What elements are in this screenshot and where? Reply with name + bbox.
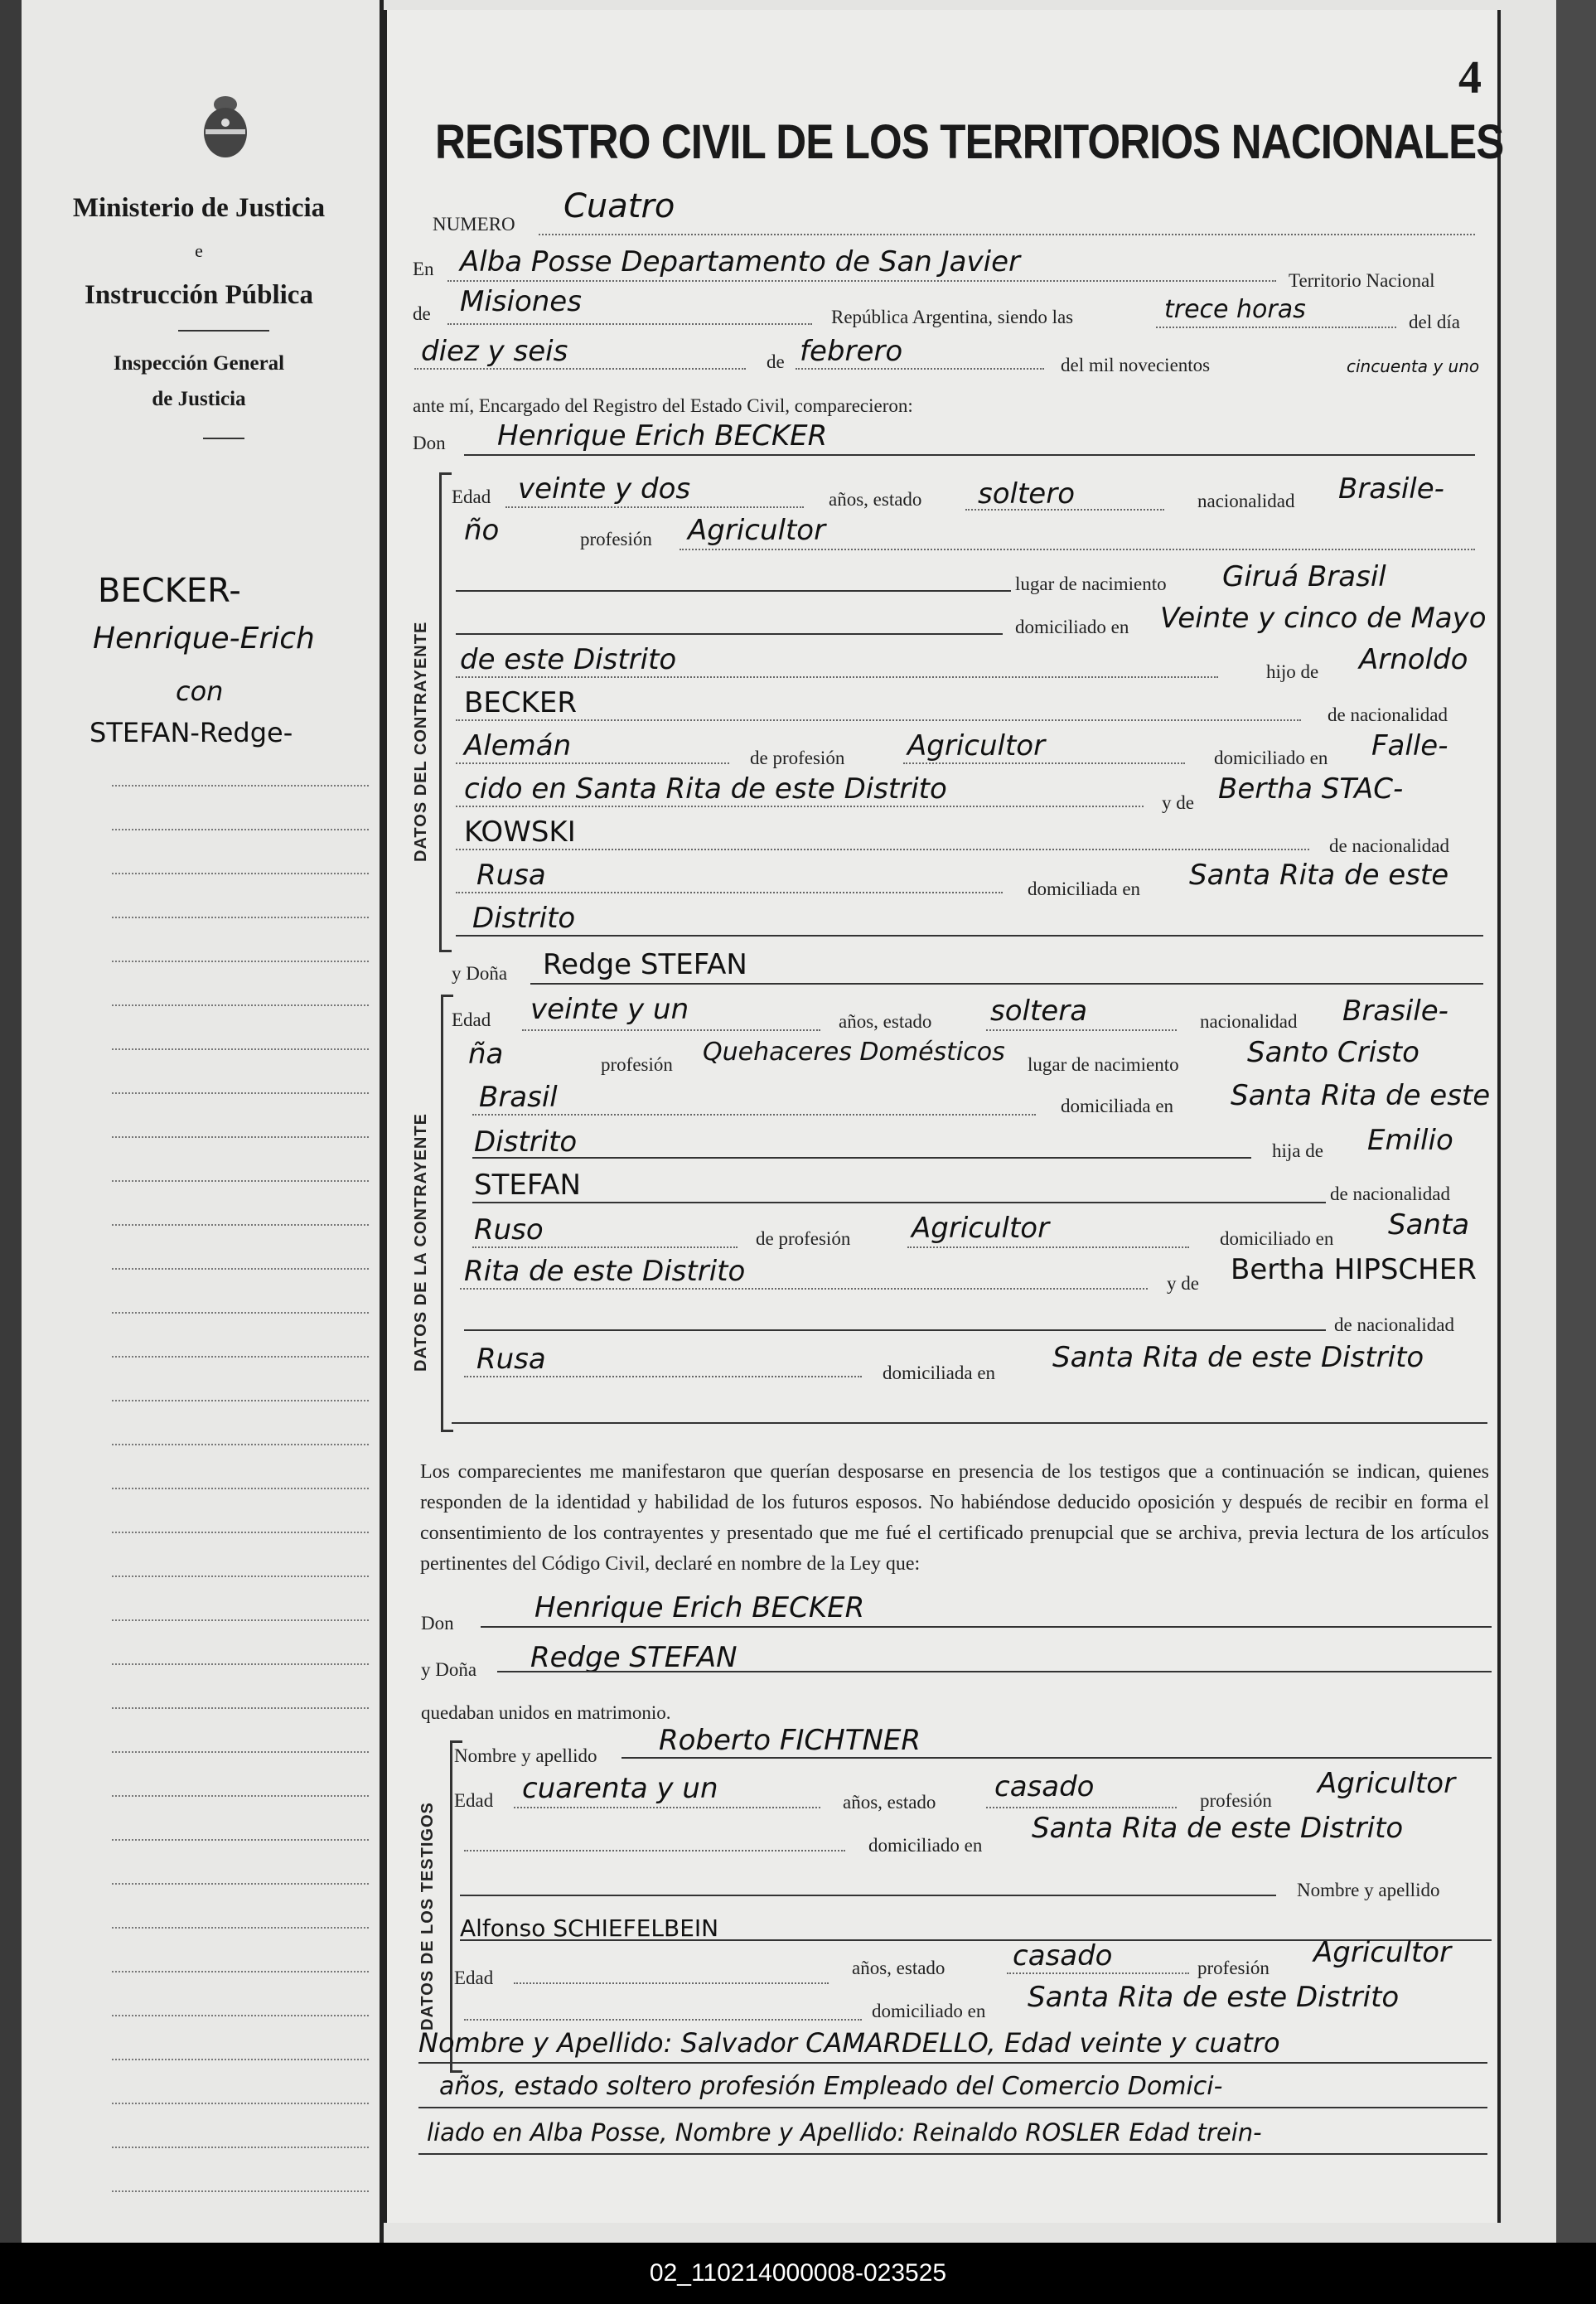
- nacionalidad-label: nacionalidad: [1200, 1011, 1298, 1032]
- fill-line: [456, 762, 729, 764]
- padre-dom-value-cont: Rita de este Distrito: [464, 1255, 746, 1288]
- fill-line: [456, 719, 1301, 721]
- union-dona-label: y Doña: [421, 1659, 477, 1680]
- edad2-label: Edad: [454, 1968, 494, 1988]
- de-prof-label: de profesión: [750, 748, 845, 768]
- lugar-value-cont: Brasil: [479, 1081, 558, 1114]
- de-nac-label: de nacionalidad: [1330, 1183, 1450, 1204]
- testigo1-estado: casado: [994, 1770, 1095, 1803]
- padre-value-cont: STEFAN: [474, 1169, 581, 1202]
- fill-line: [530, 983, 1483, 985]
- madre-nac-value: Rusa: [476, 1343, 546, 1376]
- padre-dom-value: Falle-: [1371, 729, 1448, 762]
- nacionalidad-value-cont: ña: [468, 1038, 504, 1071]
- fill-line: [447, 323, 812, 325]
- hija-label: hija de: [1272, 1140, 1323, 1161]
- fill-line: [903, 762, 1185, 764]
- de-nac2-label: de nacionalidad: [1329, 835, 1449, 856]
- union-don-value: Henrique Erich BECKER: [534, 1591, 865, 1624]
- margin-rule: [112, 1619, 369, 1621]
- margin-rule: [112, 1532, 369, 1533]
- image-id-footer: 02_110214000008-023525: [0, 2243, 1596, 2304]
- fill-line: [472, 1114, 1036, 1116]
- margin-note-line1: BECKER-: [98, 572, 241, 610]
- fill-line: [456, 849, 1309, 850]
- numero-value: Cuatro: [563, 187, 675, 225]
- fill-line: [1156, 327, 1396, 328]
- fill-line: [472, 1246, 738, 1248]
- padre-prof-value: Agricultor: [907, 729, 1046, 762]
- fill-line: [456, 935, 1483, 937]
- anos-label: años, estado: [839, 1011, 932, 1032]
- fill-line: [481, 1626, 1492, 1628]
- padre-value: Arnoldo: [1359, 643, 1468, 676]
- fill-line: [414, 368, 746, 370]
- fill-line: [680, 549, 1475, 550]
- left-margin-panel: [22, 0, 384, 2243]
- padre-value: Emilio: [1367, 1124, 1453, 1157]
- lugar-label: lugar de nacimiento: [1015, 574, 1167, 594]
- fill-line: [447, 280, 1276, 282]
- fill-line: [464, 1376, 862, 1377]
- fill-line: [796, 368, 1044, 370]
- estado-value: soltera: [990, 995, 1088, 1028]
- margin-rule: [112, 1048, 369, 1050]
- fill-line: [965, 509, 1164, 511]
- testigo2-domicilio: Santa Rita de este Distrito: [1028, 1981, 1400, 2014]
- fill-line: [514, 1982, 829, 1984]
- extra-line-1: Nombre y Apellido: Salvador CAMARDELLO, Edad veinte y cuatro: [418, 2027, 1280, 2059]
- margin-rule: [112, 1971, 369, 1972]
- anos-label: años, estado: [829, 489, 922, 510]
- margin-rule: [112, 1092, 369, 1094]
- padre-value-cont: BECKER: [464, 686, 577, 719]
- section-bracket: [439, 472, 452, 952]
- domiciliado-label: domiciliado en: [1015, 617, 1129, 637]
- fill-line: [621, 1757, 1492, 1759]
- fill-line: [472, 1157, 1251, 1159]
- quedaban-text: quedaban unidos en matrimonio.: [421, 1702, 671, 1723]
- domicilio-value-cont: de este Distrito: [460, 643, 677, 676]
- nombre-label: Nombre y apellido: [454, 1745, 597, 1766]
- fill-line: [522, 1029, 820, 1031]
- mes-value: febrero: [800, 335, 903, 368]
- domiciliado2-label: domiciliado en: [872, 2001, 986, 2021]
- profesion-value: Agricultor: [688, 514, 826, 547]
- margin-rule: [112, 1795, 369, 1797]
- del-dia-label: del día: [1409, 312, 1460, 332]
- nacionalidad-value: Brasile-: [1342, 995, 1448, 1028]
- en-label: En: [413, 259, 434, 279]
- margin-rule: [112, 2103, 369, 2104]
- contrayenta-side-label: DATOS DE LA CONTRAYENTE: [412, 1113, 430, 1372]
- edad-value: veinte y dos: [518, 472, 691, 506]
- fill-line: [986, 1029, 1177, 1031]
- page-number: 4: [1458, 52, 1482, 104]
- margin-rule: [112, 1004, 369, 1006]
- domicilio-value: Veinte y cinco de Mayo: [1160, 602, 1487, 635]
- madre-dom-value: Santa Rita de este Distrito: [1052, 1341, 1424, 1374]
- madre-value: Bertha STAC-: [1218, 772, 1404, 806]
- fill-line: [456, 676, 1218, 678]
- padre-nac-value: Alemán: [464, 729, 572, 762]
- fill-line: [907, 1246, 1189, 1248]
- domiciliada-label: domiciliada en: [1061, 1096, 1174, 1116]
- domicilio-value: Santa Rita de este: [1231, 1079, 1491, 1112]
- madre-dom-value: Santa Rita de este: [1189, 859, 1449, 892]
- republica-label: República Argentina, siendo las: [831, 307, 1074, 327]
- inspection-line1: Inspección General: [113, 352, 285, 375]
- dia-value: diez y seis: [421, 335, 568, 368]
- margin-rule: [112, 873, 369, 874]
- fill-line: [472, 1202, 1326, 1203]
- fill-line: [418, 2062, 1487, 2064]
- domiciliado-label: domiciliado en: [868, 1835, 983, 1856]
- nacionalidad-value: Brasile-: [1338, 472, 1444, 506]
- margin-note-line4: STEFAN-Redge-: [89, 717, 293, 748]
- fill-line: [464, 2019, 862, 2021]
- profesion-label: profesión: [580, 529, 652, 549]
- y-de-label: y de: [1167, 1273, 1199, 1294]
- domiciliada-label: domiciliada en: [1028, 879, 1141, 899]
- fill-line: [452, 1422, 1487, 1424]
- dom-en-label: domiciliado en: [1220, 1228, 1334, 1249]
- mil-label: del mil novecientos: [1061, 355, 1211, 375]
- fill-line: [418, 2153, 1487, 2155]
- fill-line: [456, 590, 1011, 592]
- margin-rule: [112, 2059, 369, 2060]
- margin-rule: [112, 961, 369, 962]
- de-nac-label: de nacionalidad: [1328, 704, 1448, 725]
- numero-label: NUMERO: [433, 214, 515, 235]
- margin-rule: [112, 2190, 369, 2192]
- union-don-label: Don: [421, 1613, 454, 1634]
- margin-rule: [112, 2015, 369, 2016]
- inspection-line2: de Justicia: [152, 388, 246, 410]
- ministry-line1: Ministerio de Justicia: [72, 193, 326, 223]
- margin-note-line3: con: [176, 675, 224, 707]
- fill-line: [464, 454, 1475, 456]
- margin-rule: [112, 917, 369, 918]
- dona-label: y Doña: [452, 963, 508, 984]
- profesion-label: profesión: [601, 1054, 673, 1075]
- padre-dom-value: Santa: [1388, 1208, 1470, 1242]
- hora-value: trece horas: [1164, 295, 1306, 324]
- testigo1-nombre: Roberto FICHTNER: [659, 1724, 921, 1757]
- margin-rule: [112, 1751, 369, 1753]
- lugar-label: lugar de nacimiento: [1028, 1054, 1179, 1075]
- margin-rule: [112, 1839, 369, 1841]
- ministry-line3: Instrucción Pública: [85, 280, 313, 310]
- contrayente-side-label: DATOS DEL CONTRAYENTE: [412, 621, 430, 862]
- margin-rule: [112, 1444, 369, 1445]
- margin-rule: [112, 1356, 369, 1358]
- madre-dom-value-cont: Distrito: [472, 902, 576, 935]
- declaration-paragraph: Los comparecientes me manifestaron que querían desposarse en presencia de los testigos que a continuación se indican, quienes responden de la identidad y habilidad de los futuros esposos. No habiéndose deducido oposición y después de recibir en forma el consentimiento de los contrayentes y presentado que me fué el certificado prenupcial que se archiva, previa lectura de los artículos pertinentes del Código Civil, declaré en nombre de la Ley que:: [420, 1461, 1489, 1575]
- edad-label: Edad: [452, 1009, 491, 1030]
- margin-rule: [112, 1663, 369, 1665]
- margin-rule: [112, 1576, 369, 1577]
- testigo2-estado: casado: [1013, 1939, 1113, 1972]
- fill-line: [456, 892, 1003, 893]
- lugar-value: Giruá Brasil: [1222, 560, 1386, 593]
- fill-line: [539, 234, 1475, 235]
- don-label: Don: [413, 433, 446, 453]
- madre-nac-value: Rusa: [476, 859, 546, 892]
- margin-rule: [112, 1136, 369, 1138]
- lugar-value: Santo Cristo: [1247, 1036, 1419, 1069]
- y-de-label: y de: [1162, 792, 1194, 813]
- nombre2-label: Nombre y apellido: [1297, 1880, 1440, 1900]
- margin-rule: [112, 1224, 369, 1226]
- section-bracket: [441, 995, 453, 1432]
- coat-of-arms-icon: [201, 93, 249, 159]
- fill-line: [986, 1807, 1177, 1808]
- padre-prof-value: Agricultor: [912, 1212, 1050, 1245]
- profesion-value: Quehaceres Domésticos: [703, 1038, 1005, 1067]
- anos2-label: años, estado: [852, 1958, 946, 1978]
- margin-rule: [112, 1883, 369, 1885]
- fill-line: [460, 1288, 1148, 1290]
- fill-line: [1007, 1972, 1189, 1974]
- fill-line: [497, 1671, 1492, 1672]
- territorio-label: Territorio Nacional: [1289, 270, 1435, 291]
- margin-rule: [112, 2147, 369, 2148]
- margin-rule: [112, 829, 369, 830]
- extra-line-2: años, estado soltero profesión Empleado del Comercio Domici-: [439, 2072, 1223, 2101]
- testigo1-domicilio: Santa Rita de este Distrito: [1032, 1812, 1404, 1845]
- fill-line: [505, 506, 804, 508]
- fill-line: [460, 1895, 1276, 1896]
- divider: [178, 330, 269, 332]
- anos-label: años, estado: [843, 1792, 936, 1813]
- fill-line: [418, 2107, 1487, 2108]
- de-value: Misiones: [460, 285, 582, 318]
- nacionalidad-value-cont: ño: [464, 514, 500, 547]
- testigo2-nombre: Alfonso SCHIEFELBEIN: [460, 1914, 719, 1942]
- fill-line: [464, 1850, 845, 1851]
- edad-label: Edad: [454, 1790, 494, 1811]
- estado-value: soltero: [978, 477, 1075, 511]
- register-title: REGISTRO CIVIL DE LOS TERRITORIOS NACIONALES: [435, 115, 1504, 169]
- margin-rule: [112, 1268, 369, 1270]
- book-binding: [0, 0, 22, 2243]
- de-prof-label: de profesión: [756, 1228, 851, 1249]
- domiciliada-label: domiciliada en: [883, 1363, 996, 1383]
- extra-line-3: liado en Alba Posse, Nombre y Apellido: Reinaldo ROSLER Edad trein-: [427, 2118, 1262, 2147]
- de-nac2-label: de nacionalidad: [1334, 1314, 1454, 1335]
- union-dona-value: Redge STEFAN: [530, 1641, 738, 1674]
- madre-value: Bertha HIPSCHER: [1231, 1253, 1477, 1286]
- de-label: de: [413, 303, 431, 324]
- nacionalidad-label: nacionalidad: [1197, 491, 1295, 511]
- margin-rule: [112, 785, 369, 787]
- margin-rule: [112, 1927, 369, 1929]
- domicilio-value-cont: Distrito: [474, 1125, 578, 1159]
- margin-rule: [112, 1312, 369, 1314]
- don-value: Henrique Erich BECKER: [497, 419, 828, 453]
- margin-note-line2: Henrique-Erich: [93, 622, 315, 656]
- page-edge: [1556, 0, 1596, 2243]
- testigo1-profesion: Agricultor: [1318, 1767, 1456, 1800]
- testigo2-profesion: Agricultor: [1313, 1936, 1452, 1969]
- fill-line: [456, 806, 1144, 807]
- year-value: cincuenta y uno: [1347, 356, 1480, 376]
- de2-label: de: [767, 351, 785, 372]
- dona-value: Redge STEFAN: [543, 948, 747, 981]
- profesion-label: profesión: [1200, 1790, 1272, 1811]
- profesion2-label: profesión: [1197, 1958, 1270, 1978]
- fill-line: [514, 1807, 820, 1808]
- edad-value: veinte y un: [530, 993, 689, 1026]
- padre-nac-value: Ruso: [474, 1213, 544, 1246]
- margin-rule: [112, 1180, 369, 1182]
- fill-line: [464, 1329, 1326, 1331]
- testigo1-edad: cuarenta y un: [522, 1772, 718, 1805]
- hijo-label: hijo de: [1266, 661, 1319, 682]
- margin-rule: [112, 1400, 369, 1401]
- dom-en-label: domiciliado en: [1214, 748, 1328, 768]
- ministry-line2: e: [195, 240, 203, 261]
- testigos-side-label: DATOS DE LOS TESTIGOS: [418, 1802, 437, 2031]
- margin-rule: [112, 1707, 369, 1709]
- margin-rule: [112, 1488, 369, 1489]
- edad-label: Edad: [452, 486, 491, 507]
- en-value: Alba Posse Departamento de San Javier: [460, 245, 1020, 278]
- divider: [203, 438, 244, 439]
- fill-line: [456, 633, 1003, 635]
- padre-dom-value-cont: cido en Santa Rita de este Distrito: [464, 772, 947, 806]
- madre-value-cont: KOWSKI: [464, 816, 576, 849]
- ante-mi-text: ante mí, Encargado del Registro del Estado Civil, comparecieron:: [413, 395, 913, 416]
